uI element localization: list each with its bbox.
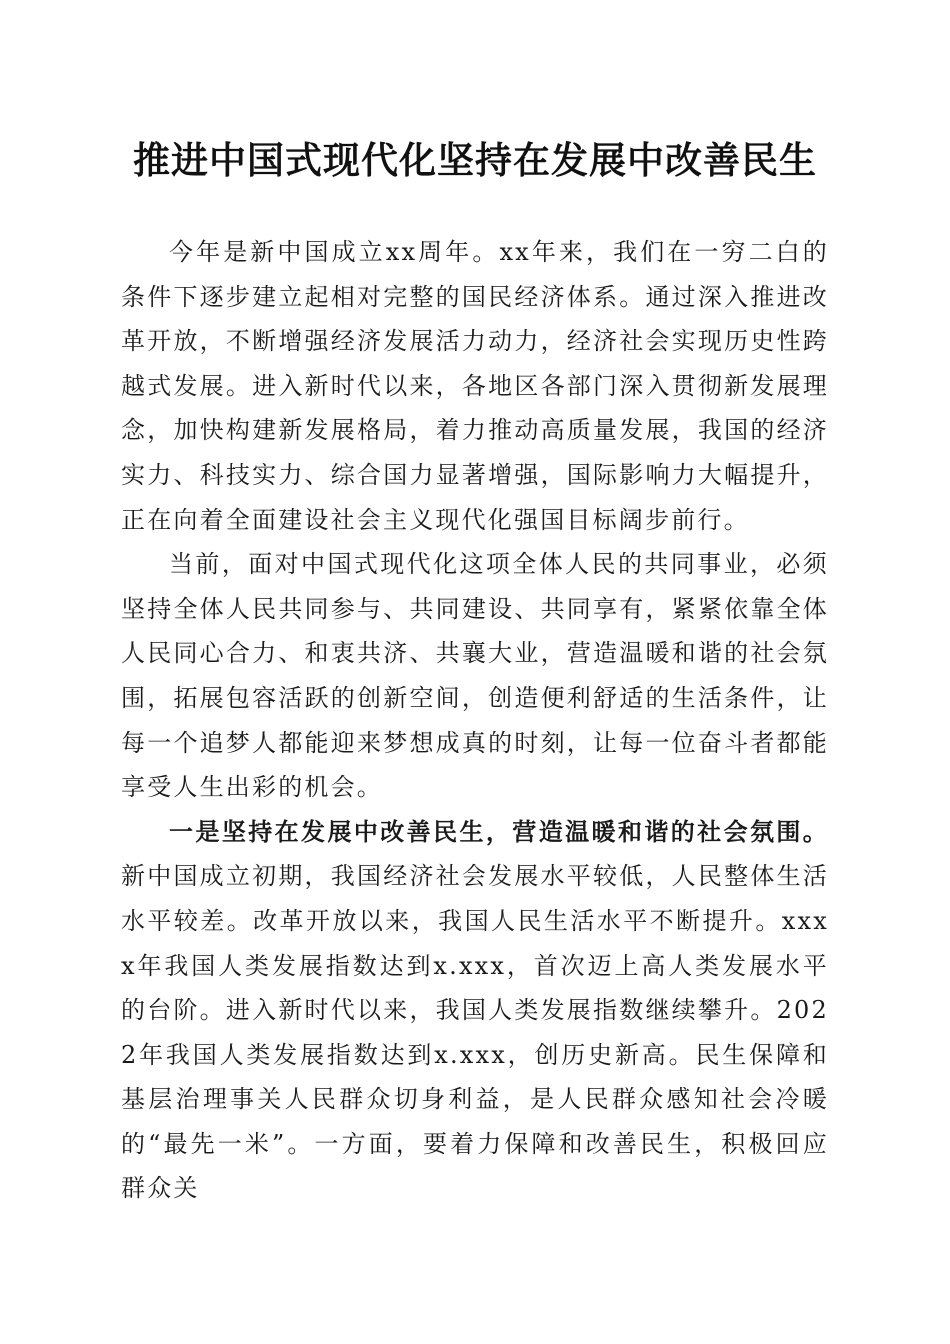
paragraph-intro [121,230,829,542]
paragraph-lead: 一是坚持在发展中改善民生，营造温暖和谐的社会氛围。 [169,816,829,846]
paragraph-text: 新中国成立初期，我国经济社会发展水平较低，人民整体生活水平较差。改革开放以来，我国人民生活水平不断提升。xxxx年我国人类发展指数达到x.xxx，首次迈上高人类发展水平的台阶。进入新时代以来，我国人类发展指数继续攀升。2022年我国人类发展指数达到x.xxx，创历史新高。民生保障和基层治理事关人民群众切身利益，是人民群众感知社会冷暖的“最先一米”。一方面，要着力保障和改善民生，积极回应群众关 [121,862,829,1203]
paragraph-text: 今年是新中国成立xx周年。xx年来，我们在一穷二白的条件下逐步建立起相对完整的国民经济体系。通过深入推进改革开放，不断增强经济发展活力动力，经济社会实现历史性跨越式发展。进入新时代以来，各地区各部门深入贯彻新发展理念，加快构建新发展格局，着力推动高质量发展，我国的经济实力、科技实力、综合国力显著增强，国际影响力大幅提升，正在向着全面建设社会主义现代化强国目标阔步前行。 [121,238,829,534]
paragraph-text: 当前，面对中国式现代化这项全体人民的共同事业，必须坚持全体人民共同参与、共同建设、共同享有，紧紧依靠全体人民同心合力、和衷共济、共襄大业，营造温暖和谐的社会氛围，拓展包容活跃的创新空间，创造便利舒适的生活条件，让每一个追梦人都能迎来梦想成真的时刻，让每一位奋斗者都能享受人生出彩的机会。 [121,550,829,802]
paragraph-point-one [121,810,829,1211]
paragraph-current [121,542,829,810]
page-title: 推进中国式现代化坚持在发展中改善民生 [133,138,817,182]
document-body [121,230,829,1211]
